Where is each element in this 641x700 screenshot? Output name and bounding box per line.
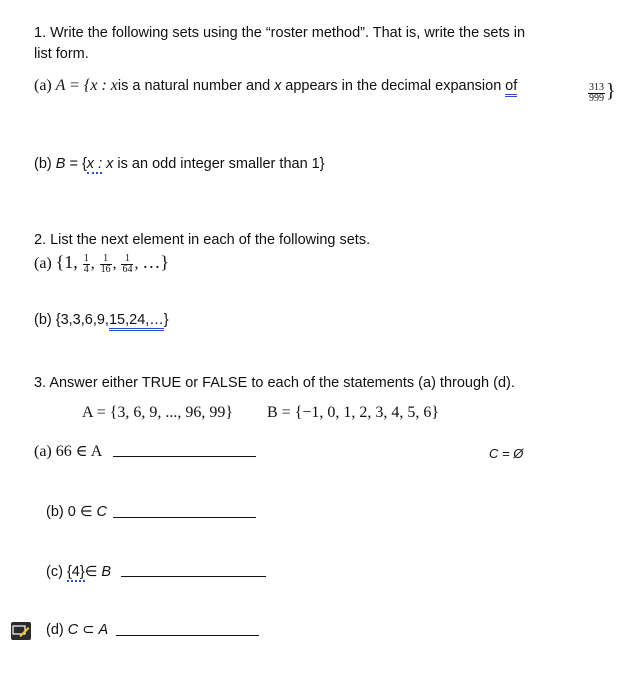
q3-set-a: A = {3, 6, 9, ..., 96, 99} bbox=[82, 404, 234, 421]
q3-set-b: B = {−1, 0, 1, 2, 3, 4, 5, 6} bbox=[267, 404, 440, 421]
q2-a-frac1-den: 4 bbox=[83, 263, 89, 275]
q3-d-subset: ⊂ bbox=[78, 622, 99, 638]
q2-a-label: (a) bbox=[34, 255, 52, 272]
q3-prompt: 3. Answer either TRUE or FALSE to each of the statements (a) through (d). bbox=[34, 375, 515, 391]
q3-d-var-a: A bbox=[98, 622, 109, 638]
q3-b-label: (b) 0 ∈ bbox=[46, 504, 97, 520]
q3-c-statement bbox=[46, 564, 111, 580]
q1-a-frac-den: 999 bbox=[589, 92, 604, 104]
q3-b-answer-line[interactable] bbox=[113, 517, 256, 518]
q1-a-var-x: x bbox=[274, 78, 282, 94]
q1-b-rest: is an odd integer smaller than 1} bbox=[113, 156, 325, 172]
q2-prompt: 2. List the next element in each of the following sets. bbox=[34, 232, 371, 248]
q2-a-frac3-den: 64 bbox=[122, 263, 133, 275]
q3-c-label: (c) bbox=[46, 564, 67, 580]
q3-a-answer-line[interactable] bbox=[113, 456, 256, 457]
q2-a-frac1-num: 1 bbox=[83, 252, 89, 264]
q1-a-lhs: A = {x : x bbox=[55, 77, 118, 94]
q1-a-close: } bbox=[606, 80, 616, 102]
q3-d-var-c: C bbox=[67, 622, 79, 638]
q1-a-fraction bbox=[587, 80, 616, 104]
q2-part-a: (a) {1, $\frac{1}{4}$ , $\frac{1}{16}$ , $\frac{1}{64}$ , …} bbox=[34, 252, 169, 275]
q3-c-answer-line[interactable] bbox=[121, 576, 266, 577]
q3-a-statement: (a) 66 ∈ A bbox=[34, 443, 103, 460]
q1-part-a bbox=[34, 77, 517, 95]
q3-d-answer-line[interactable] bbox=[116, 635, 259, 636]
q3-d-label: (d) bbox=[46, 622, 68, 638]
q1-b-xcolon: x : bbox=[86, 156, 103, 172]
q3-c-var: B bbox=[101, 564, 112, 580]
q2-b-underlined: 15,24,… bbox=[109, 312, 164, 331]
q2-a-frac2-den: 16 bbox=[100, 263, 111, 275]
q1-prompt-line2: list form. bbox=[34, 46, 89, 62]
q2-a-frac3-num: 1 bbox=[121, 254, 133, 265]
q3-c-definition: C = Ø bbox=[489, 446, 524, 461]
q1-a-text2: appears in the decimal expansion bbox=[285, 78, 502, 94]
q2-a-frac2-num: 1 bbox=[100, 254, 112, 265]
q1-b-label: (b) bbox=[34, 156, 56, 172]
q3-b-statement bbox=[46, 504, 107, 520]
q1-b-x: x bbox=[102, 156, 114, 172]
q1-a-text: is a natural number and bbox=[117, 78, 271, 94]
q1-b-var: B bbox=[55, 156, 66, 172]
q2-b-close: } bbox=[163, 312, 169, 328]
q1-a-frac-num: 313 bbox=[589, 81, 604, 93]
q1-a-of: of bbox=[505, 78, 517, 97]
pen-note-icon[interactable] bbox=[11, 622, 31, 640]
q1-prompt-line1: 1. Write the following sets using the “roster method”. That is, write the sets in bbox=[34, 25, 526, 41]
q3-b-var: C bbox=[96, 504, 107, 520]
q2-a-open: {1, bbox=[55, 252, 78, 272]
q3-c-set: {4} bbox=[66, 564, 85, 580]
q2-a-tail: …} bbox=[142, 252, 169, 272]
q2-part-b bbox=[34, 312, 169, 328]
q1-b-eq: = { bbox=[65, 156, 87, 172]
q1-part-b bbox=[34, 156, 325, 172]
q3-c-rest: ∈ bbox=[84, 564, 102, 580]
q3-d-statement bbox=[46, 622, 108, 638]
q1-a-label: (a) bbox=[34, 77, 52, 94]
q2-b-label: (b) {3,3,6,9, bbox=[34, 312, 109, 328]
